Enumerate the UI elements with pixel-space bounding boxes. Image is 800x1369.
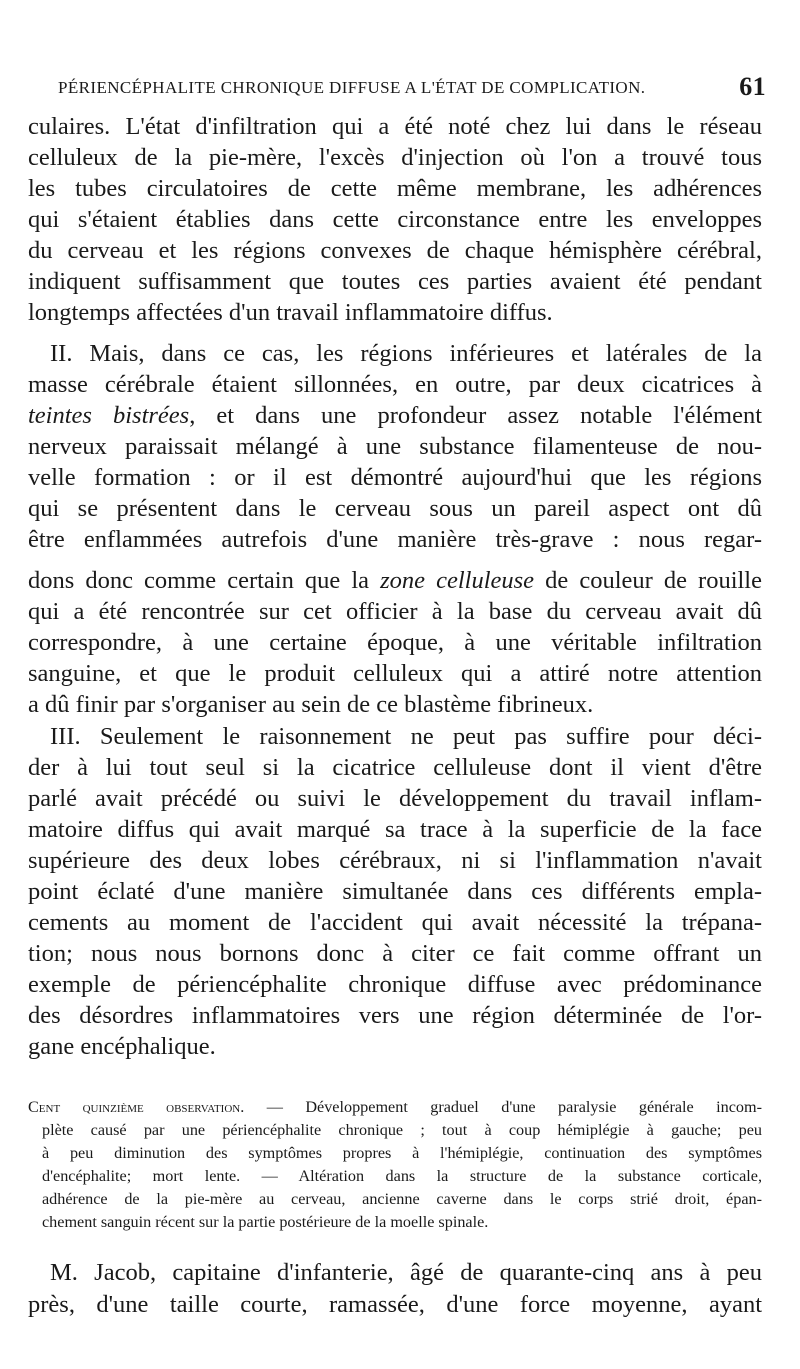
text-line: II. Mais, dans ce cas, les régions inférieures et latérales de la: [50, 340, 762, 367]
text-line: les tubes circulatoires de cette même membrane, les adhérences: [28, 175, 762, 202]
text-line: point éclaté d'une manière simultanée dans ces différents empla-: [28, 878, 762, 905]
text-line: qui a été rencontrée sur cet officier à la base du cerveau avait dû: [28, 598, 762, 625]
text-line: correspondre, à une certaine époque, à une véritable infiltration: [28, 629, 762, 656]
text-line: teintes bistrées, et dans une profondeur assez notable l'élément: [28, 402, 763, 429]
page-number: 61: [739, 72, 766, 101]
text-line: masse cérébrale étaient sillonnées, en outre, par deux cicatrices à: [28, 371, 762, 398]
text-line: longtemps affectées d'un travail inflammatoire diffus.: [28, 299, 553, 326]
text-line: der à lui tout seul si la cicatrice celluleuse dont il vient d'être: [28, 754, 762, 781]
text-line: culaires. L'état d'infiltration qui a été noté chez lui dans le réseau: [28, 113, 762, 140]
text-line: qui s'étaient établies dans cette circonstance entre les enveloppes: [28, 206, 762, 233]
text-line: a dû finir par s'organiser au sein de ce blastème fibrineux.: [28, 691, 594, 718]
running-head: [58, 72, 766, 102]
text-line: qui se présentent dans le cerveau sous un pareil aspect ont dû: [28, 495, 762, 522]
text-line: gane encéphalique.: [28, 1033, 216, 1060]
running-head-title: PÉRIENCÉPHALITE CHRONIQUE DIFFUSE A L'ÉTAT DE COMPLICATION.: [58, 78, 646, 97]
text-line: indiquent suffisamment que toutes ces parties avaient été pendant: [28, 268, 762, 295]
text-line: être enflammées autrefois d'une manière très-grave : nous regar-: [28, 526, 762, 553]
text-line: cements au moment de l'accident qui avait nécessité la trépana-: [28, 909, 762, 936]
observation-summary-line: Cent quinzième observation. — Développement graduel d'une paralysie générale incom-: [28, 1098, 762, 1116]
text-line: M. Jacob, capitaine d'infanterie, âgé de quarante-cinq ans à peu: [50, 1259, 762, 1286]
text-line: sanguine, et que le produit celluleux qui a attiré notre attention: [28, 660, 762, 687]
observation-summary-line: plète causé par une périencéphalite chronique ; tout à coup hémiplégie à gauche; peu: [42, 1121, 762, 1139]
text-line: du cerveau et les régions convexes de chaque hémisphère cérébral,: [28, 237, 762, 264]
text-line: dons donc comme certain que la zone celluleuse de couleur de rouille: [28, 567, 762, 594]
observation-heading: Cent quinzième observation.: [28, 1098, 245, 1116]
observation-summary-line: chement sanguin récent sur la partie postérieure de la moelle spinale.: [42, 1213, 489, 1231]
text-line: supérieure des deux lobes cérébraux, ni si l'inflammation n'avait: [28, 847, 762, 874]
text-line: parlé avait précédé ou suivi le développement du travail inflam-: [28, 785, 762, 812]
text-line: nerveux paraissait mélangé à une substance filamenteuse de nou-: [28, 433, 762, 460]
text-line: tion; nous nous bornons donc à citer ce fait comme offrant un: [28, 940, 762, 967]
text-line: matoire diffus qui avait marqué sa trace à la superficie de la face: [28, 816, 762, 843]
text-line: des désordres inflammatoires vers une région déterminée de l'or-: [28, 1002, 762, 1029]
text-line: celluleux de la pie-mère, l'excès d'injection où l'on a trouvé tous: [28, 144, 762, 171]
observation-summary-line: à peu diminution des symptômes propres à l'hémiplégie, continuation des symptômes: [42, 1144, 762, 1162]
observation-summary-line: d'encéphalite; mort lente. — Altération dans la structure de la substance corticale,: [42, 1167, 762, 1185]
text-line: III. Seulement le raisonnement ne peut pas suffire pour déci-: [50, 723, 762, 750]
text-line: velle formation : or il est démontré aujourd'hui que les régions: [28, 464, 762, 491]
italic-phrase: zone celluleuse: [380, 567, 535, 594]
observation-summary-line: adhérence de la pie-mère au cerveau, ancienne caverne dans le corps strié droit, épan-: [42, 1190, 762, 1208]
text-line: près, d'une taille courte, ramassée, d'une force moyenne, ayant: [28, 1291, 762, 1318]
text-line: exemple de périencéphalite chronique diffuse avec prédominance: [28, 971, 762, 998]
italic-phrase: teintes bistrées: [28, 402, 190, 429]
